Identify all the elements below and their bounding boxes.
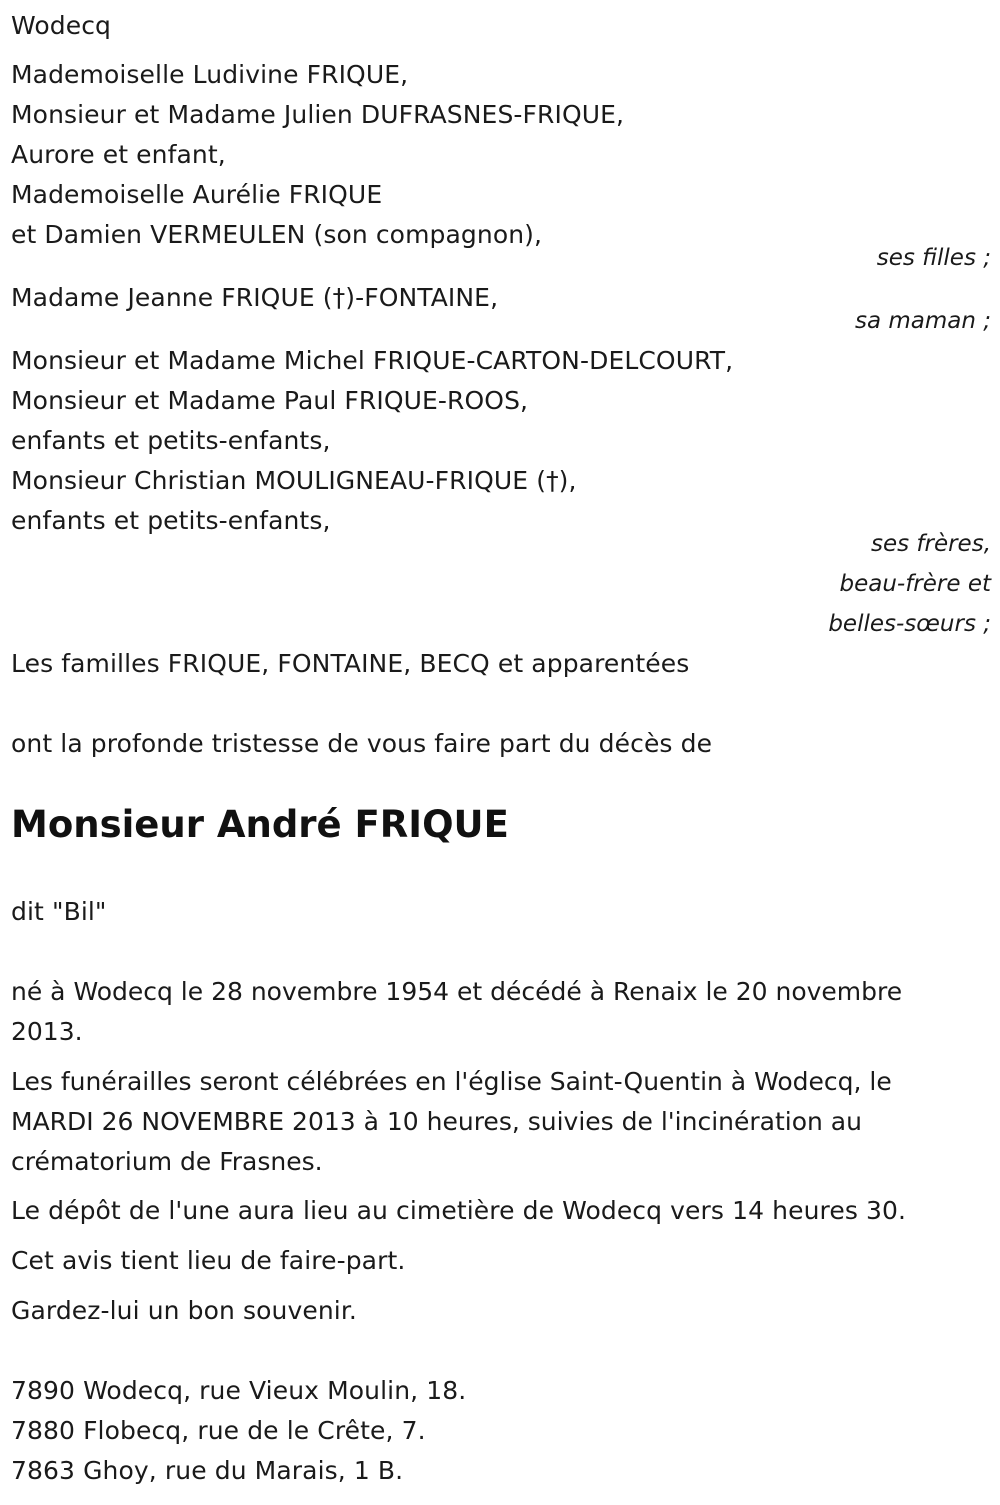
sibling-line-2: Monsieur et Madame Paul FRIQUE-ROOS, [11, 386, 529, 415]
sibling-line-3: enfants et petits-enfants, [11, 426, 331, 455]
mother-line: Madame Jeanne FRIQUE (†)-FONTAINE, [11, 283, 499, 312]
families-line: Les familles FRIQUE, FONTAINE, BECQ et apparentées [11, 649, 690, 678]
sibling-line-4: Monsieur Christian MOULIGNEAU-FRIQUE (†), [11, 466, 577, 495]
daughters-role: ses filles ; [876, 245, 991, 271]
place-header: Wodecq [11, 11, 112, 40]
daughter-line-5: et Damien VERMEULEN (son compagnon), [11, 220, 543, 249]
address-line-1: 7890 Wodecq, rue Vieux Moulin, 18. [11, 1376, 467, 1405]
announcement-intro: ont la profonde tristesse de vous faire part du décès de [11, 729, 713, 758]
mother-role: sa maman ; [854, 308, 991, 334]
siblings-role-3: belles-sœurs ; [828, 611, 991, 637]
notice-paragraph: Cet avis tient lieu de faire-part. [11, 1246, 406, 1275]
daughter-line-3: Aurore et enfant, [11, 140, 226, 169]
address-line-3: 7863 Ghoy, rue du Marais, 1 B. [11, 1456, 404, 1485]
remember-paragraph: Gardez-lui un bon souvenir. [11, 1296, 357, 1325]
funeral-paragraph: Les funérailles seront célébrées en l'église Saint-Quentin à Wodecq, le MARDI 26 NOVEMBRE 2013 à 10 heures, suivies de l'incinération au crématorium de Frasnes. [11, 1067, 892, 1176]
daughter-line-4: Mademoiselle Aurélie FRIQUE [11, 180, 383, 209]
urn-paragraph: Le dépôt de l'une aura lieu au cimetière de Wodecq vers 14 heures 30. [11, 1196, 907, 1225]
address-line-2: 7880 Flobecq, rue de le Crête, 7. [11, 1416, 426, 1445]
daughter-line-1: Mademoiselle Ludivine FRIQUE, [11, 60, 409, 89]
nickname: dit "Bil" [11, 897, 107, 926]
siblings-role-1: ses frères, [870, 531, 991, 557]
birth-death-paragraph: né à Wodecq le 28 novembre 1954 et décédé à Renaix le 20 novembre 2013. [11, 977, 903, 1046]
sibling-line-5: enfants et petits-enfants, [11, 506, 331, 535]
daughter-line-2: Monsieur et Madame Julien DUFRASNES-FRIQUE, [11, 100, 625, 129]
siblings-role-2: beau-frère et [839, 571, 991, 597]
deceased-name: Monsieur André FRIQUE [11, 803, 509, 846]
sibling-line-1: Monsieur et Madame Michel FRIQUE-CARTON-DELCOURT, [11, 346, 734, 375]
